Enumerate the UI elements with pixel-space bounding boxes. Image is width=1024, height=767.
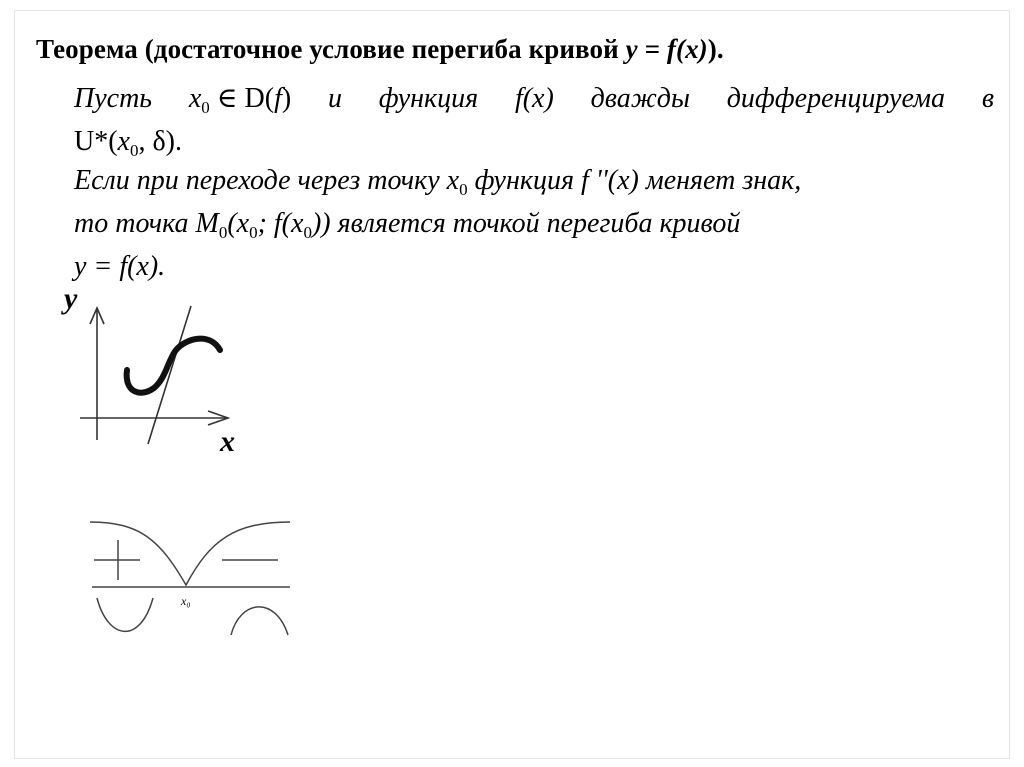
conclusion-line-3: y = f(x). bbox=[74, 251, 166, 282]
conclusion-line-2: то точка $M_0(x_0$; $f(x_0)$) является точкой перегиба кривой bbox=[74, 208, 741, 242]
tangent-line bbox=[148, 306, 191, 444]
conclusion-line-1: Если при переходе через точку $x_0$ функция f ''(x) меняет знак, bbox=[74, 165, 802, 199]
condition-line-2: $U*(x_0$, δ). bbox=[74, 126, 183, 160]
x-axis-label: x bbox=[220, 425, 235, 458]
condition-line-1: Пусть $x_0$ ∈ D(f) и функция f(x) дважды дифференцируема в bbox=[74, 83, 994, 117]
sign-diagram bbox=[90, 522, 290, 635]
convex-down-arc bbox=[97, 598, 153, 631]
inflection-curve bbox=[127, 339, 220, 393]
y-axis-label: y bbox=[64, 282, 78, 315]
convex-up-arc bbox=[231, 607, 288, 635]
f-second-derivative-curve bbox=[90, 522, 290, 585]
x0-label: x₀ bbox=[181, 594, 191, 608]
theorem-title: Теорема (достаточное условие перегиба кривой y = f(x)). bbox=[36, 34, 724, 64]
